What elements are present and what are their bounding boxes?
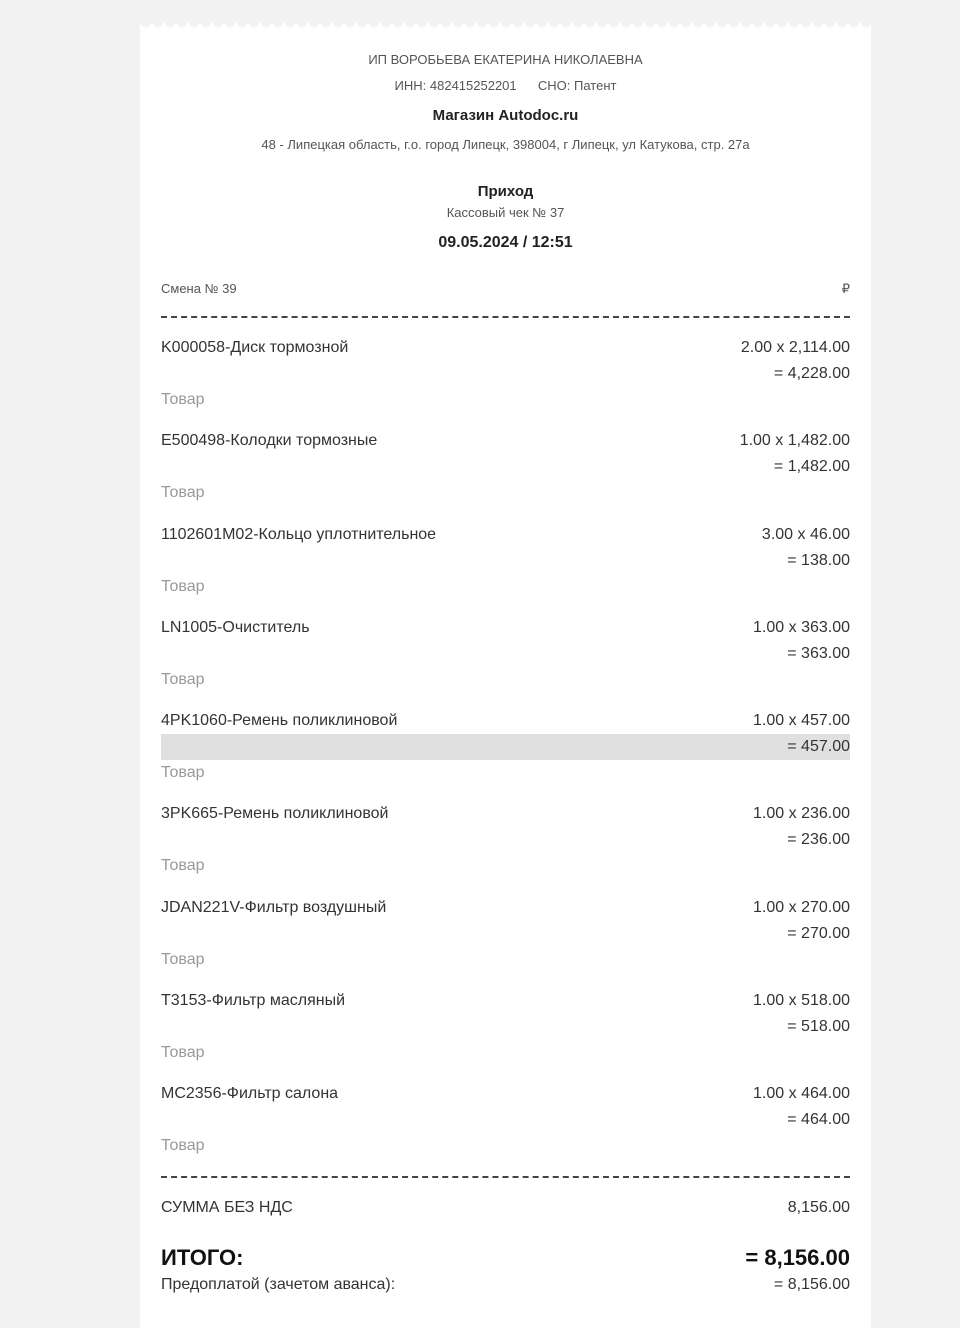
item-type-row	[161, 1040, 850, 1066]
total-row	[161, 1245, 850, 1271]
item-name: 4PK1060-Ремень поликлиновой	[161, 712, 398, 730]
shift-row	[161, 281, 850, 297]
item-name: 1102601M02-Кольцо уплотнительное	[161, 525, 437, 543]
shop-name: Магазин Autodoc.ru	[432, 107, 579, 124]
item-type-row	[161, 853, 850, 879]
receipt-torn-edge	[140, 22, 871, 30]
item-type-row	[161, 760, 850, 786]
total-value: = 8,156.00	[745, 1245, 850, 1270]
receipt-item	[161, 801, 850, 894]
receipt-item	[161, 615, 850, 708]
item-type: Товар	[161, 764, 205, 782]
item-type: Товар	[161, 577, 205, 595]
item-name: LN1005-Очиститель	[161, 618, 310, 636]
item-main-row	[161, 895, 850, 921]
item-total-row	[161, 641, 850, 667]
item-main-row	[161, 708, 850, 734]
prepay-row	[161, 1276, 850, 1294]
item-qty-price: 1.00 x 464.00	[753, 1085, 850, 1103]
item-type-row	[161, 480, 850, 506]
item-total-row	[161, 1014, 850, 1040]
total-label: ИТОГО:	[161, 1245, 244, 1270]
item-type-row	[161, 667, 850, 693]
tax-system: СНО: Патент	[537, 78, 617, 93]
sum-no-vat-value: 8,156.00	[787, 1199, 850, 1216]
item-total: = 518.00	[787, 1018, 850, 1036]
item-total-row	[161, 921, 850, 947]
item-type: Товар	[161, 1044, 205, 1062]
item-qty-price: 1.00 x 518.00	[753, 992, 850, 1010]
operation-type: Приход	[477, 183, 534, 200]
item-type: Товар	[161, 1137, 205, 1155]
item-total: = 457.00	[787, 738, 850, 756]
item-name: T3153-Фильтр масляный	[161, 992, 346, 1010]
item-type-row	[161, 1133, 850, 1159]
item-qty-price: 1.00 x 270.00	[753, 898, 850, 916]
currency-symbol: ₽	[841, 281, 850, 296]
item-qty-price: 1.00 x 457.00	[753, 712, 850, 730]
item-total: = 236.00	[787, 831, 850, 849]
item-type: Товар	[161, 484, 205, 502]
item-type-row	[161, 387, 850, 413]
item-name: K000058-Диск тормозной	[161, 339, 349, 356]
item-name: JDAN221V-Фильтр воздушный	[161, 898, 387, 916]
item-total: = 138.00	[787, 551, 850, 569]
receipt-item	[161, 335, 850, 428]
item-main-row	[161, 615, 850, 641]
receipt-item	[161, 522, 850, 615]
sum-no-vat-row	[161, 1199, 850, 1217]
receipt-item	[161, 708, 850, 801]
divider	[161, 316, 850, 318]
item-type: Товар	[161, 391, 205, 408]
item-qty-price: 3.00 x 46.00	[761, 525, 850, 543]
item-main-row	[161, 522, 850, 548]
shop-address: 48 - Липецкая область, г.о. город Липецк, 398004, г Липецк, ул Катукова, стр. 27а	[261, 137, 750, 152]
receipt	[140, 28, 871, 1328]
item-main-row	[161, 988, 850, 1014]
item-total: = 270.00	[787, 924, 850, 942]
item-type-row	[161, 574, 850, 600]
item-total: = 1,482.00	[773, 458, 850, 476]
seller-name: ИП ВОРОБЬЕВА ЕКАТЕРИНА НИКОЛАЕВНА	[368, 52, 643, 67]
divider	[161, 1176, 850, 1178]
receipt-datetime: 09.05.2024 / 12:51	[438, 234, 573, 251]
inn: ИНН: 482415252201	[394, 78, 517, 93]
item-qty-price: 2.00 x 2,114.00	[740, 339, 850, 356]
prepay-label: Предоплатой (зачетом аванса):	[161, 1276, 396, 1293]
item-type: Товар	[161, 670, 205, 688]
item-total-row	[161, 734, 850, 760]
prepay-value: = 8,156.00	[773, 1276, 850, 1293]
tax-info	[140, 78, 871, 93]
receipt-number: Кассовый чек № 37	[446, 205, 565, 220]
item-type-row	[161, 947, 850, 973]
item-list	[161, 335, 850, 1175]
receipt-item	[161, 1081, 850, 1174]
item-main-row	[161, 335, 850, 361]
item-main-row	[161, 1081, 850, 1107]
item-total: = 4,228.00	[773, 365, 850, 382]
item-qty-price: 1.00 x 363.00	[753, 618, 850, 636]
item-total: = 464.00	[787, 1111, 850, 1129]
receipt-item	[161, 988, 850, 1081]
item-total: = 363.00	[787, 644, 850, 662]
item-total-row	[161, 827, 850, 853]
item-qty-price: 1.00 x 1,482.00	[739, 432, 850, 450]
item-name: E500498-Колодки тормозные	[161, 432, 378, 450]
item-name: 3PK665-Ремень поликлиновой	[161, 805, 389, 823]
item-name: MC2356-Фильтр салона	[161, 1085, 339, 1103]
item-total-row	[161, 361, 850, 387]
item-type: Товар	[161, 857, 205, 875]
sum-no-vat-label: СУММА БЕЗ НДС	[161, 1199, 293, 1216]
item-qty-price: 1.00 x 236.00	[753, 805, 850, 823]
receipt-item	[161, 895, 850, 988]
item-total-row	[161, 1107, 850, 1133]
item-main-row	[161, 428, 850, 454]
item-total-row	[161, 454, 850, 480]
item-total-row	[161, 548, 850, 574]
receipt-item	[161, 428, 850, 521]
shift-number: Смена № 39	[161, 281, 237, 296]
item-type: Товар	[161, 950, 205, 968]
item-main-row	[161, 801, 850, 827]
